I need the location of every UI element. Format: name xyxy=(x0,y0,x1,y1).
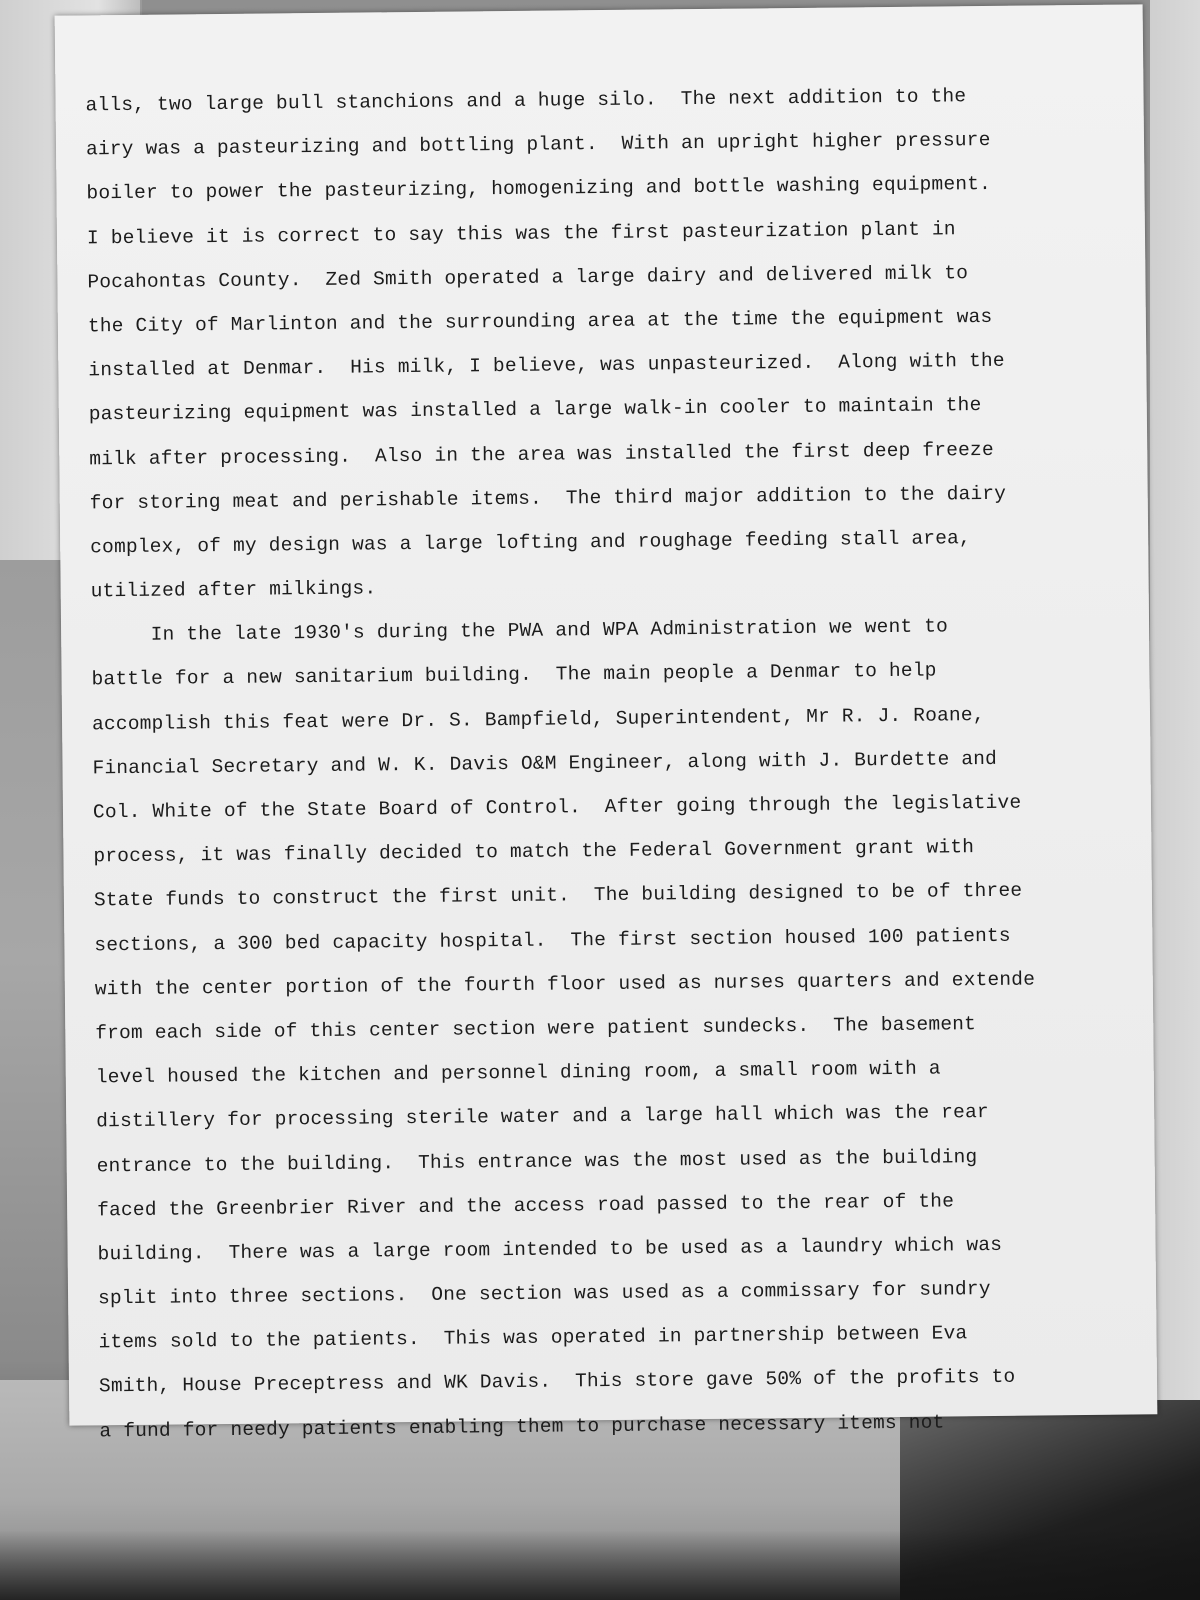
right-page-edge xyxy=(1150,0,1200,1400)
text-line: Smith, House Preceptress and WK Davis. This store gave 50% of the profits to xyxy=(98,1366,1016,1398)
text-line: split into three sections. One section was used as a commissary for sundry xyxy=(97,1278,991,1310)
bottom-shadow xyxy=(0,1530,1200,1600)
text-line: with the center portion of the fourth floor used as nurses quarters and extende xyxy=(94,968,1036,1001)
text-line: utilized after milkings. xyxy=(90,577,377,603)
text-line: faced the Greenbrier River and the access road passed to the rear of the xyxy=(97,1190,955,1222)
text-line: for storing meat and perishable items. The third major addition to the dairy xyxy=(89,482,1007,515)
text-line: a fund for needy patients enabling them to purchase necessary items not xyxy=(99,1411,945,1442)
text-line: entrance to the building. This entrance was the most used as the building xyxy=(96,1145,978,1177)
text-line: from each side of this center section were patient sundecks. The basement xyxy=(95,1013,977,1045)
text-line: I believe it is correct to say this was the first pasteurization plant in xyxy=(86,217,956,249)
text-line: accomplish this feat were Dr. S. Bampfield, Superintendent, Mr R. J. Roane, xyxy=(91,703,985,736)
text-line: battle for a new sanitarium building. The main people a Denmar to help xyxy=(91,659,937,691)
text-line: building. There was a large room intended to be used as a laundry which was xyxy=(97,1233,1003,1266)
text-line: milk after processing. Also in the area was installed the first deep freeze xyxy=(89,438,994,470)
text-line: Col. White of the State Board of Control. After going through the legislative xyxy=(92,791,1022,824)
text-line: alls, two large bull stanchions and a huge silo. The next addition to the xyxy=(85,85,967,117)
text-line: level housed the kitchen and personnel dining room, a small room with a xyxy=(95,1057,941,1089)
text-line: airy was a pasteurizing and bottling plant. With an upright higher pressure xyxy=(85,129,991,161)
text-line: distillery for processing sterile water and a large hall which was the rear xyxy=(96,1101,989,1133)
text-line: complex, of my design was a large lofting and roughage feeding stall area, xyxy=(90,527,972,559)
text-line: boiler to power the pasteurizing, homogenizing and bottle washing equipment. xyxy=(86,173,992,205)
text-line: sections, a 300 bed capacity hospital. The first section housed 100 patients xyxy=(94,924,1011,956)
text-line: Financial Secretary and W. K. Davis O&M Engineer, along with J. Burdette and xyxy=(92,747,998,780)
text-line: pasteurizing equipment was installed a large walk-in cooler to maintain the xyxy=(88,394,982,426)
typed-text-block xyxy=(85,73,1139,1454)
text-line: the City of Marlinton and the surrounding area at the time the equipment was xyxy=(87,305,993,338)
typed-page xyxy=(55,4,1158,1442)
text-line: process, it was finally decided to match the Federal Government grant with xyxy=(93,836,975,868)
text-line: State funds to construct the first unit. The building designed to be of three xyxy=(93,880,1023,912)
text-line: Pocahontas County. Zed Smith operated a large dairy and delivered milk to xyxy=(87,261,969,294)
text-line: In the late 1930's during the PWA and WPA Administration we went to xyxy=(91,615,949,647)
text-line: installed at Denmar. His milk, I believe, was unpasteurized. Along with the xyxy=(88,349,1005,382)
text-line: items sold to the patients. This was operated in partnership between Eva xyxy=(98,1322,968,1354)
